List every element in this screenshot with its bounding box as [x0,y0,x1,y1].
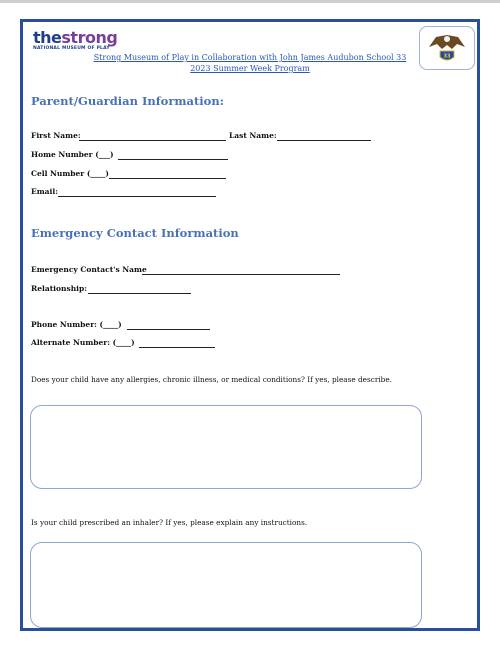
phone-number-label: Phone Number: (____) [31,320,122,329]
alternate-number-field[interactable] [139,347,215,348]
home-number-label: Home Number (___) [31,150,114,159]
badge-number: 33 [443,53,451,60]
last-name-field[interactable] [277,140,371,141]
first-name-field[interactable] [79,140,226,141]
email-field[interactable] [58,196,216,197]
cell-number-label: Cell Number (____) [31,169,109,178]
school-badge [419,26,475,70]
logo-strong: strong [61,28,118,47]
program-title-line1: Strong Museum of Play in Collaboration with John James Audubon School 33 [93,53,407,62]
phone-number-field[interactable] [127,329,210,330]
inhaler-question: Is your child prescribed an inhaler? If yes, please explain any instructions. [31,518,308,527]
eagle-crest-icon [420,27,474,69]
inhaler-answer-box[interactable] [30,542,422,628]
email-label: Email: [31,187,58,196]
parent-section-title: Parent/Guardian Information: [31,94,224,108]
logo-the: the [33,28,62,47]
alternate-number-label: Alternate Number: (____) [31,338,135,347]
medical-question: Does your child have any allergies, chronic illness, or medical conditions? If yes, please describe. [31,375,392,384]
cell-number-field[interactable] [109,178,226,179]
relationship-field[interactable] [88,293,191,294]
program-title-line2: 2023 Summer Week Program [190,64,310,73]
first-name-label: First Name: [31,131,81,140]
medical-answer-box[interactable] [30,405,422,489]
relationship-label: Relationship: [31,284,88,293]
last-name-label: Last Name: [229,131,277,140]
home-number-field[interactable] [118,159,228,160]
top-divider [0,0,500,3]
emergency-section-title: Emergency Contact Information [31,226,239,240]
emergency-contact-name-label: Emergency Contact's Name [31,265,147,274]
emergency-contact-name-field[interactable] [142,274,340,275]
logo-tagline: NATIONAL MUSEUM OF PLAY [33,46,110,51]
